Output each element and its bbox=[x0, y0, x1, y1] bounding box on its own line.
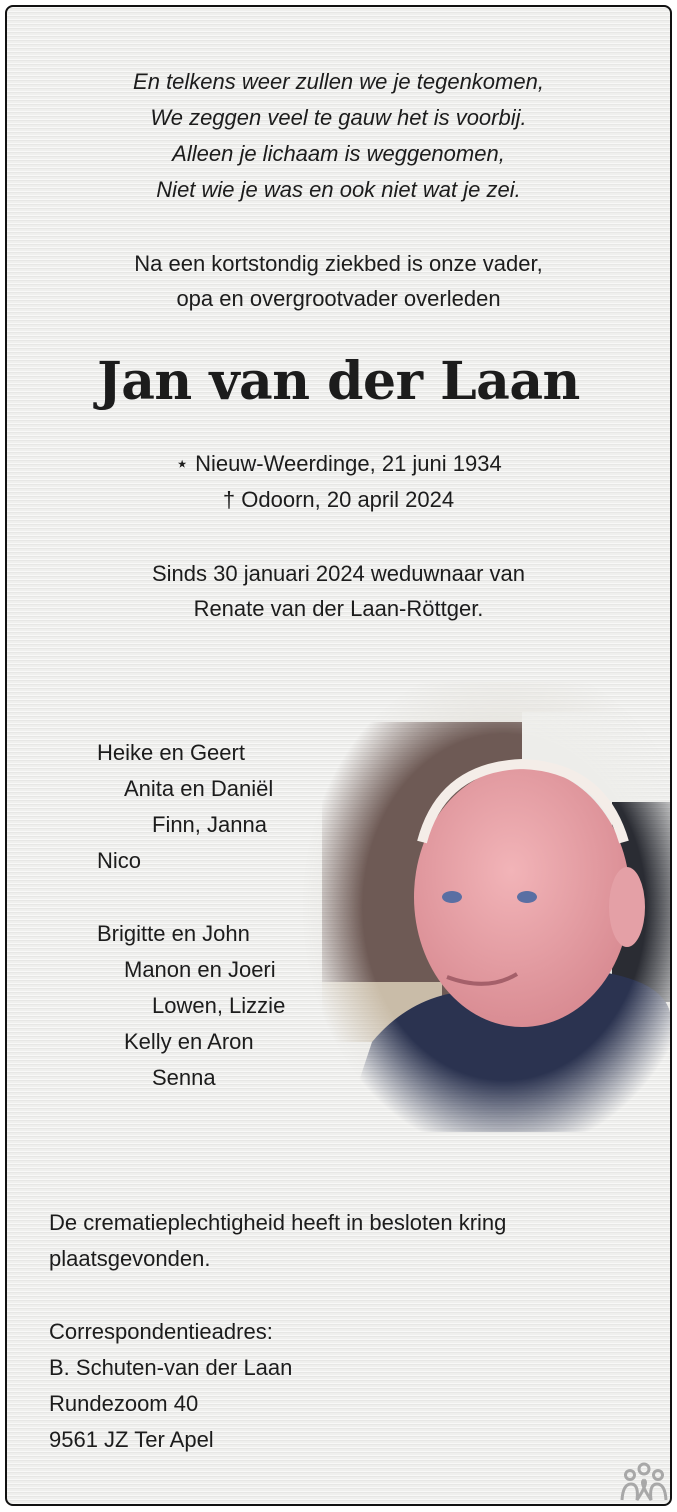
poem-line: We zeggen veel te gauw het is voorbij. bbox=[150, 105, 527, 130]
intro-line: opa en overgrootvader overleden bbox=[176, 286, 501, 311]
ceremony-line: De crematieplechtigheid heeft in besloten kring bbox=[49, 1210, 507, 1235]
address-line: 9561 JZ Ter Apel bbox=[49, 1427, 214, 1452]
family-member: Kelly en Aron bbox=[124, 1029, 254, 1054]
intro-line: Na een kortstondig ziekbed is onze vader, bbox=[134, 251, 543, 276]
address-line: B. Schuten-van der Laan bbox=[49, 1355, 293, 1380]
family-member: Heike en Geert bbox=[97, 740, 245, 765]
family-member: Finn, Janna bbox=[152, 812, 267, 837]
family-member: Lowen, Lizzie bbox=[152, 993, 286, 1018]
family-member: Nico bbox=[97, 848, 142, 873]
birth-line: ⋆ Nieuw-Weerdinge, 21 juni 1934 bbox=[175, 451, 502, 476]
family-member: Brigitte en John bbox=[97, 921, 250, 946]
address-label: Correspondentieadres: bbox=[49, 1319, 273, 1344]
widower-line: Sinds 30 januari 2024 weduwnaar van bbox=[151, 561, 526, 586]
widower-line: Renate van der Laan-Röttger. bbox=[193, 596, 484, 621]
death-notice bbox=[5, 5, 672, 1506]
poem-line: Niet wie je was en ook niet wat je zei. bbox=[156, 177, 521, 202]
family-member: Manon en Joeri bbox=[124, 957, 276, 982]
death-line: † Odoorn, 20 april 2024 bbox=[222, 487, 455, 512]
address-line: Rundezoom 40 bbox=[49, 1391, 199, 1416]
people-group-icon bbox=[619, 1462, 669, 1502]
family-member: Anita en Daniël bbox=[124, 776, 274, 801]
portrait-photo bbox=[302, 682, 670, 1132]
ceremony-line: plaatsgevonden. bbox=[49, 1246, 211, 1271]
poem-line: En telkens weer zullen we je tegenkomen, bbox=[133, 69, 544, 94]
poem-line: Alleen je lichaam is weggenomen, bbox=[172, 141, 505, 166]
family-member: Senna bbox=[152, 1065, 216, 1090]
deceased-name: Jan van der Laan bbox=[97, 351, 580, 412]
